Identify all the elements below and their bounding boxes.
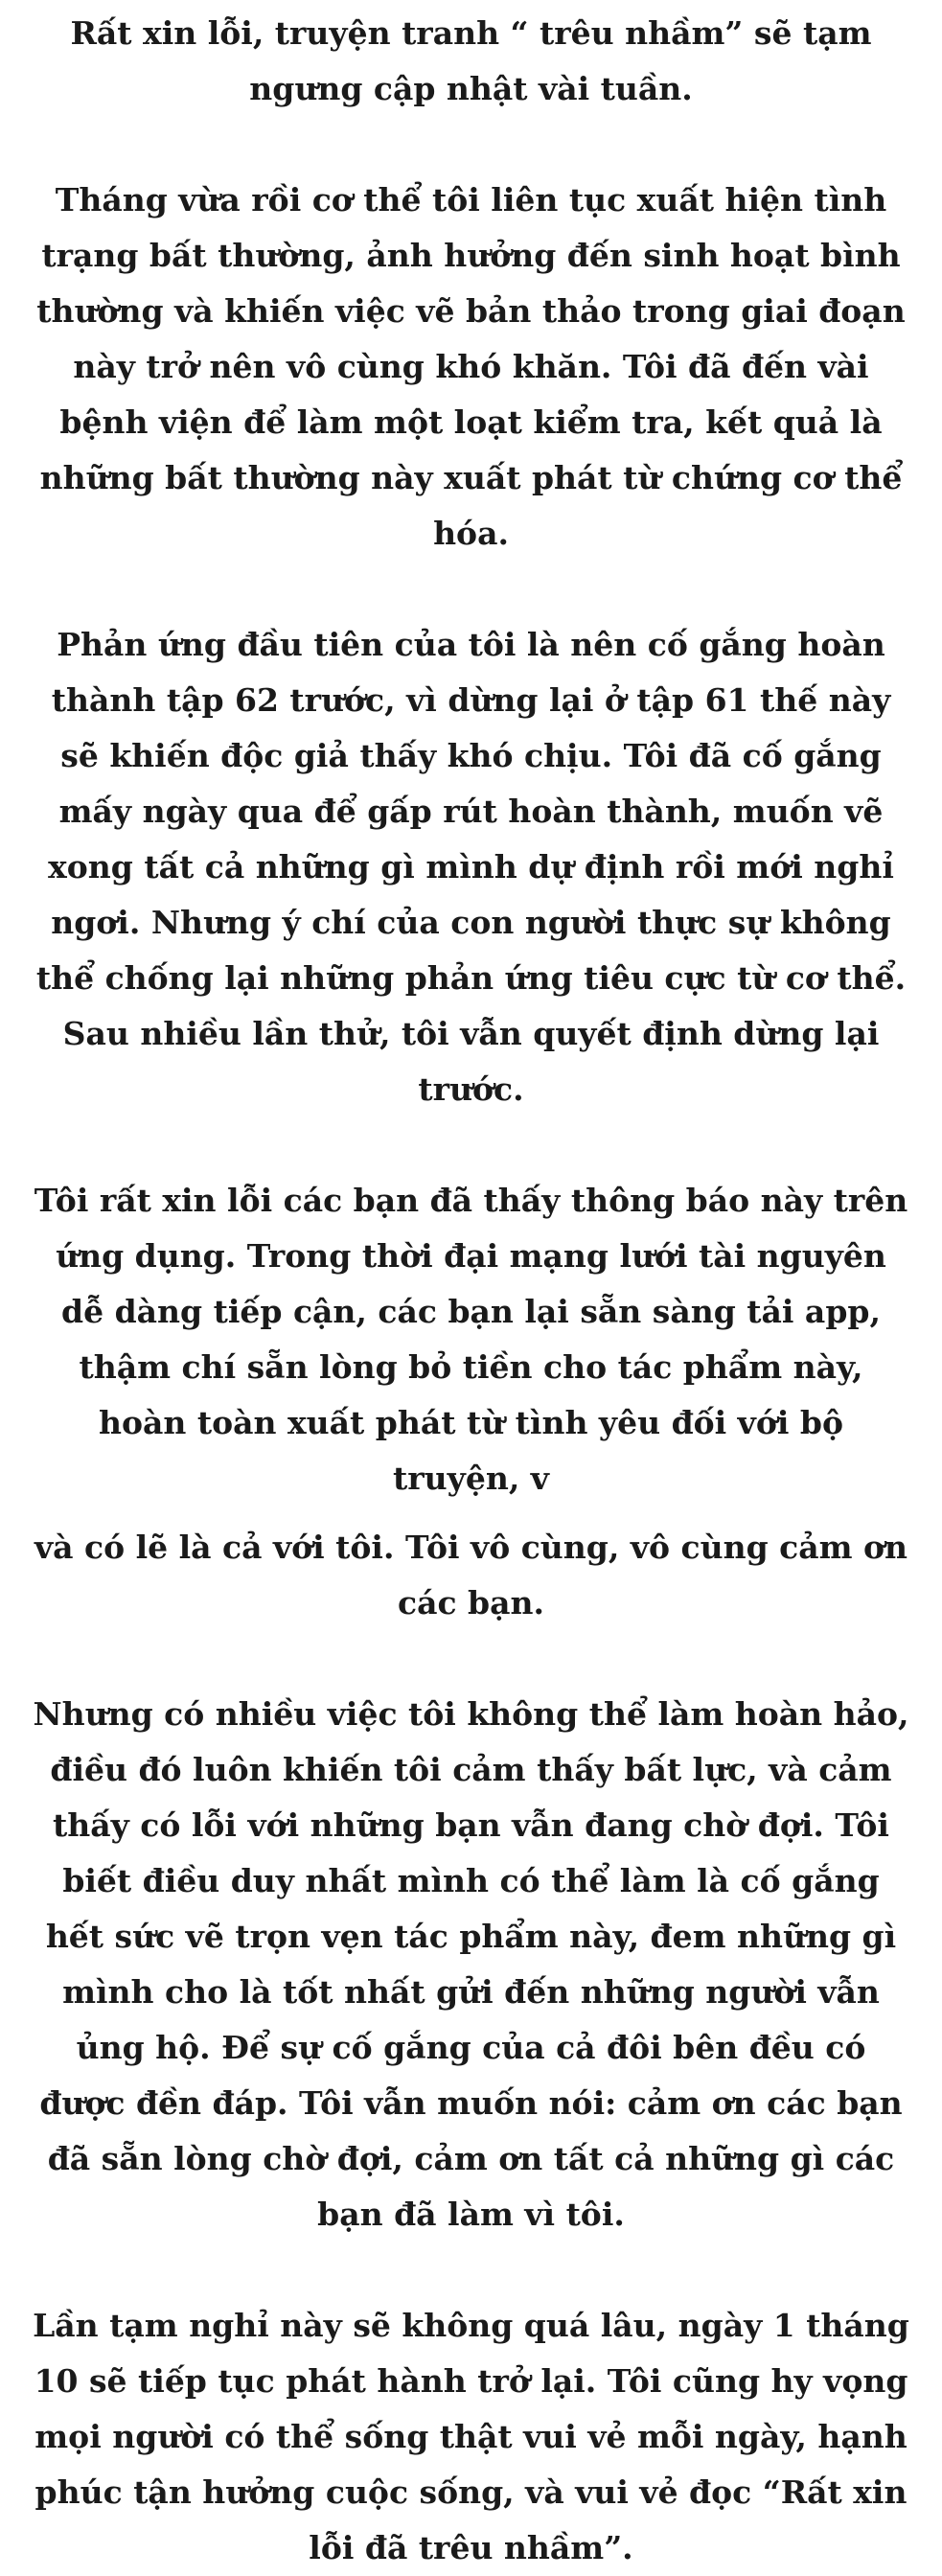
apology-paragraph: Rất xin lỗi, truyện tranh “ trêu nhầm” sẽ tạm ngưng cập nhật vài tuần. xyxy=(70,14,872,107)
reader-thanks-continued-paragraph: và có lẽ là cả với tôi. Tôi vô cùng, vô cùng cảm ơn các bạn. xyxy=(34,1529,908,1622)
return-date-paragraph: Lần tạm nghỉ này sẽ không quá lâu, ngày 1 tháng 10 sẽ tiếp tục phát hành trở lại. Tôi cũng hy vọng mọi người có thể sống thật vui vẻ mỗi ngày, hạnh phúc tận hưởng cuộc sống, và vui vẻ đọc “Rất xin lỗi đã trêu nhầm”. xyxy=(33,2307,909,2566)
reader-thanks-paragraph: Tôi rất xin lỗi các bạn đã thấy thông báo này trên ứng dụng. Trong thời đại mạng lưới tài nguyên dễ dàng tiếp cận, các bạn lại sẵn sàng tải app, thậm chí sẵn lòng bỏ tiền cho tác phẩm này, hoàn toàn xuất phát từ tình yêu đối với bộ truyện, v xyxy=(34,1182,908,1497)
health-explanation-paragraph: Tháng vừa rồi cơ thể tôi liên tục xuất hiện tình trạng bất thường, ảnh hưởng đến sinh hoạt bình thường và khiến việc vẽ bản thảo trong giai đoạn này trở nên vô cùng khó khăn. Tôi đã đến vài bệnh viện để làm một loạt kiểm tra, kết quả là những bất thường này xuất phát từ chứng cơ thể hóa. xyxy=(36,181,906,552)
episode-attempt-paragraph: Phản ứng đầu tiên của tôi là nên cố gắng hoàn thành tập 62 trước, vì dừng lại ở tập 61 thế này sẽ khiến độc giả thấy khó chịu. Tôi đã cố gắng mấy ngày qua để gấp rút hoàn thành, muốn vẽ xong tất cả những gì mình dự định rồi mới nghỉ ngơi. Nhưng ý chí của con người thực sự không thể chống lại những phản ứng tiêu cực từ cơ thể. Sau nhiều lần thử, tôi vẫn quyết định dừng lại trước. xyxy=(35,626,907,1108)
gratitude-paragraph: Nhưng có nhiều việc tôi không thể làm hoàn hảo, điều đó luôn khiến tôi cảm thấy bất lực, và cảm thấy có lỗi với những bạn vẫn đang chờ đợi. Tôi biết điều duy nhất mình có thể làm là cố gắng hết sức vẽ trọn vẹn tác phẩm này, đem những gì mình cho là tốt nhất gửi đến những người vẫn ủng hộ. Để sự cố gắng của cả đôi bên đều có được đền đáp. Tôi vẫn muốn nói: cảm ơn các bạn đã sẵn lòng chờ đợi, cảm ơn tất cả những gì các bạn đã làm vì tôi. xyxy=(33,1695,909,2233)
